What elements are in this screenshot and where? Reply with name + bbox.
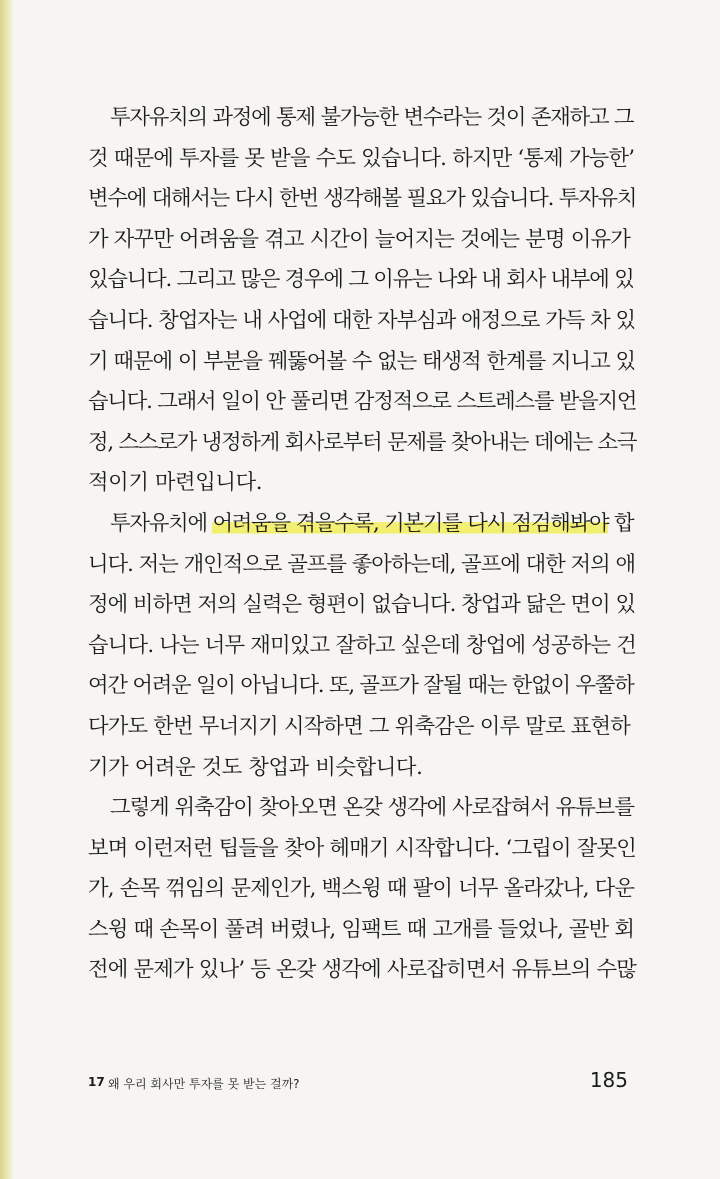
paragraph-2-line-2: 니다. 저는 개인적으로 골프를 좋아하는데, 골프에 대한 저의 애: [88, 551, 636, 577]
paragraph-1-line-8: 습니다. 그래서 일이 안 풀리면 감정적으로 스트레스를 받을지언: [88, 389, 637, 415]
highlighted-phrase: 어려움을 겪을수록, 기본기를 다시 점검해봐야: [212, 510, 609, 536]
paragraph-3-line-1: 그렇게 위축감이 찾아오면 온갖 생각에 사로잡혀서 유튜브를: [110, 795, 634, 821]
paragraph-3-line-5: 전에 문제가 있나’ 등 온갖 생각에 사로잡히면서 유튜브의 수많: [88, 957, 637, 983]
paragraph-2-line-1: [88, 504, 636, 545]
paragraph-1-line-7: 기 때문에 이 부분을 꿰뚫어볼 수 없는 태생적 한계를 지니고 있: [88, 348, 636, 374]
paragraph-2-line-4: 습니다. 나는 너무 재미있고 잘하고 싶은데 창업에 성공하는 건: [88, 632, 637, 658]
paragraph-1-line-3: 변수에 대해서는 다시 한번 생각해볼 필요가 있습니다. 투자유치: [88, 186, 637, 212]
chapter-number: 17: [88, 1075, 105, 1089]
paragraph-3-line-3: 가, 손목 꺾임의 문제인가, 백스윙 때 팔이 너무 올라갔나, 다운: [88, 876, 635, 902]
paragraph-1-line-5: 있습니다. 그리고 많은 경우에 그 이유는 나와 내 회사 내부에 있: [88, 267, 634, 293]
paragraph-3-line-2: 보며 이런저런 팁들을 찾아 헤매기 시작합니다. ‘그립이 잘못인: [88, 835, 637, 861]
paragraph-2-line-3: 정에 비하면 저의 실력은 형편이 없습니다. 창업과 닮은 면이 있: [88, 592, 636, 618]
paragraph-2-line-7: 기가 어려운 것도 창업과 비슷합니다.: [88, 754, 423, 780]
paragraph-1-line-2: 것 때문에 투자를 못 받을 수도 있습니다. 하지만 ‘통제 가능한’: [88, 145, 635, 171]
chapter-title: 왜 우리 회사만 투자를 못 받는 걸까?: [108, 1077, 300, 1091]
page-edge-shading: [0, 0, 14, 1179]
paragraph-3-line-4: 스윙 때 손목이 풀려 버렸나, 임팩트 때 고개를 들었나, 골반 회: [88, 916, 635, 942]
page-footer: [88, 1068, 628, 1096]
paragraph-2-line-1-end: 합: [608, 510, 634, 536]
paragraph-1-line-9: 정, 스스로가 냉정하게 회사로부터 문제를 찾아내는 데에는 소극: [88, 429, 637, 455]
page-number: 185: [589, 1068, 628, 1092]
paragraph-1-line-10: 적이기 마련입니다.: [88, 470, 263, 496]
body-text: [88, 98, 636, 991]
paragraph-1-line-1: 투자유치의 과정에 통제 불가능한 변수라는 것이 존재하고 그: [110, 105, 634, 130]
paragraph-2-line-5: 여간 어려운 일이 아닙니다. 또, 골프가 잘될 때는 한없이 우쭐하: [88, 673, 634, 699]
paragraph-1-line-6: 습니다. 창업자는 내 사업에 대한 자부심과 애정으로 가득 차 있: [88, 307, 636, 333]
paragraph-1-line-4: 가 자꾸만 어려움을 겪고 시간이 늘어지는 것에는 분명 이유가: [88, 226, 631, 252]
paragraph-2-line-6: 다가도 한번 무너지기 시작하면 그 위축감은 이루 말로 표현하: [88, 713, 631, 739]
paragraph-2-line-1-start: 투자유치에: [110, 510, 213, 536]
